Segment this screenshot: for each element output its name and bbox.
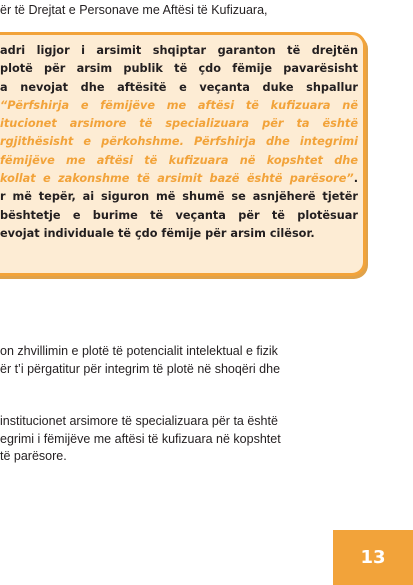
callout-line — [0, 42, 358, 60]
paragraph-line: on zhvillimin e plotë të potencialit intelektual e fizik — [0, 344, 278, 358]
page-number-box — [333, 530, 413, 585]
callout-text — [0, 42, 358, 243]
callout-segment: bështetje e burime të veçanta për të plotësuar — [0, 208, 358, 222]
paragraph-1 — [0, 343, 413, 378]
quoted-text: fëmijëve me aftësi të kufizuara në kopshtet dhe — [0, 153, 358, 167]
quoted-text: “Përfshirja e fëmijëve me aftësi të kufizuara në — [0, 98, 358, 112]
quoted-text: rgjithësisht e përkohshme. Përfshirja dhe integrimi — [0, 135, 358, 149]
page-number: 13 — [360, 547, 386, 568]
callout-line — [0, 97, 358, 115]
callout-line — [0, 207, 358, 225]
callout-line — [0, 60, 358, 78]
paragraph-line: ër t’i përgatitur për integrim të plotë në shoqëri dhe — [0, 361, 281, 376]
paragraph-line: të parësore. — [0, 449, 67, 463]
callout-segment: r më tepër, ai siguron më shumë se asnjëherë tjetër — [0, 190, 358, 204]
callout-line — [0, 170, 358, 188]
top-text-line: ër të Drejtat e Personave me Aftësi të Kufizuara, — [0, 3, 268, 17]
paragraph-line: egrimi i fëmijëve me aftësi të kufizuara në kopshtet — [0, 431, 281, 446]
callout-segment: evojat individuale të çdo fëmije për arsim cilësor. — [0, 226, 315, 240]
callout-segment: a nevojat dhe aftësitë e veçanta duke shpallur — [0, 80, 358, 94]
callout-segment: . — [353, 172, 358, 186]
paragraph-line: institucionet arsimore të specializuara për ta është — [0, 414, 278, 428]
callout-line — [0, 133, 358, 151]
quoted-text: kollat e zakonshme të arsimit bazë është parësore” — [0, 172, 354, 186]
callout-line — [0, 188, 358, 206]
callout-segment: adri ligjor i arsimit shqiptar garanton të drejtën — [0, 44, 358, 57]
callout-line — [0, 115, 358, 133]
paragraph-2 — [0, 413, 413, 466]
quoted-text: itucionet arsimore të specializuara për ta është — [0, 117, 358, 131]
callout-line — [0, 225, 358, 243]
callout-segment: plotë për arsim publik të çdo fëmije pavarësisht — [0, 62, 358, 76]
callout-line — [0, 152, 358, 170]
callout-line — [0, 79, 358, 97]
